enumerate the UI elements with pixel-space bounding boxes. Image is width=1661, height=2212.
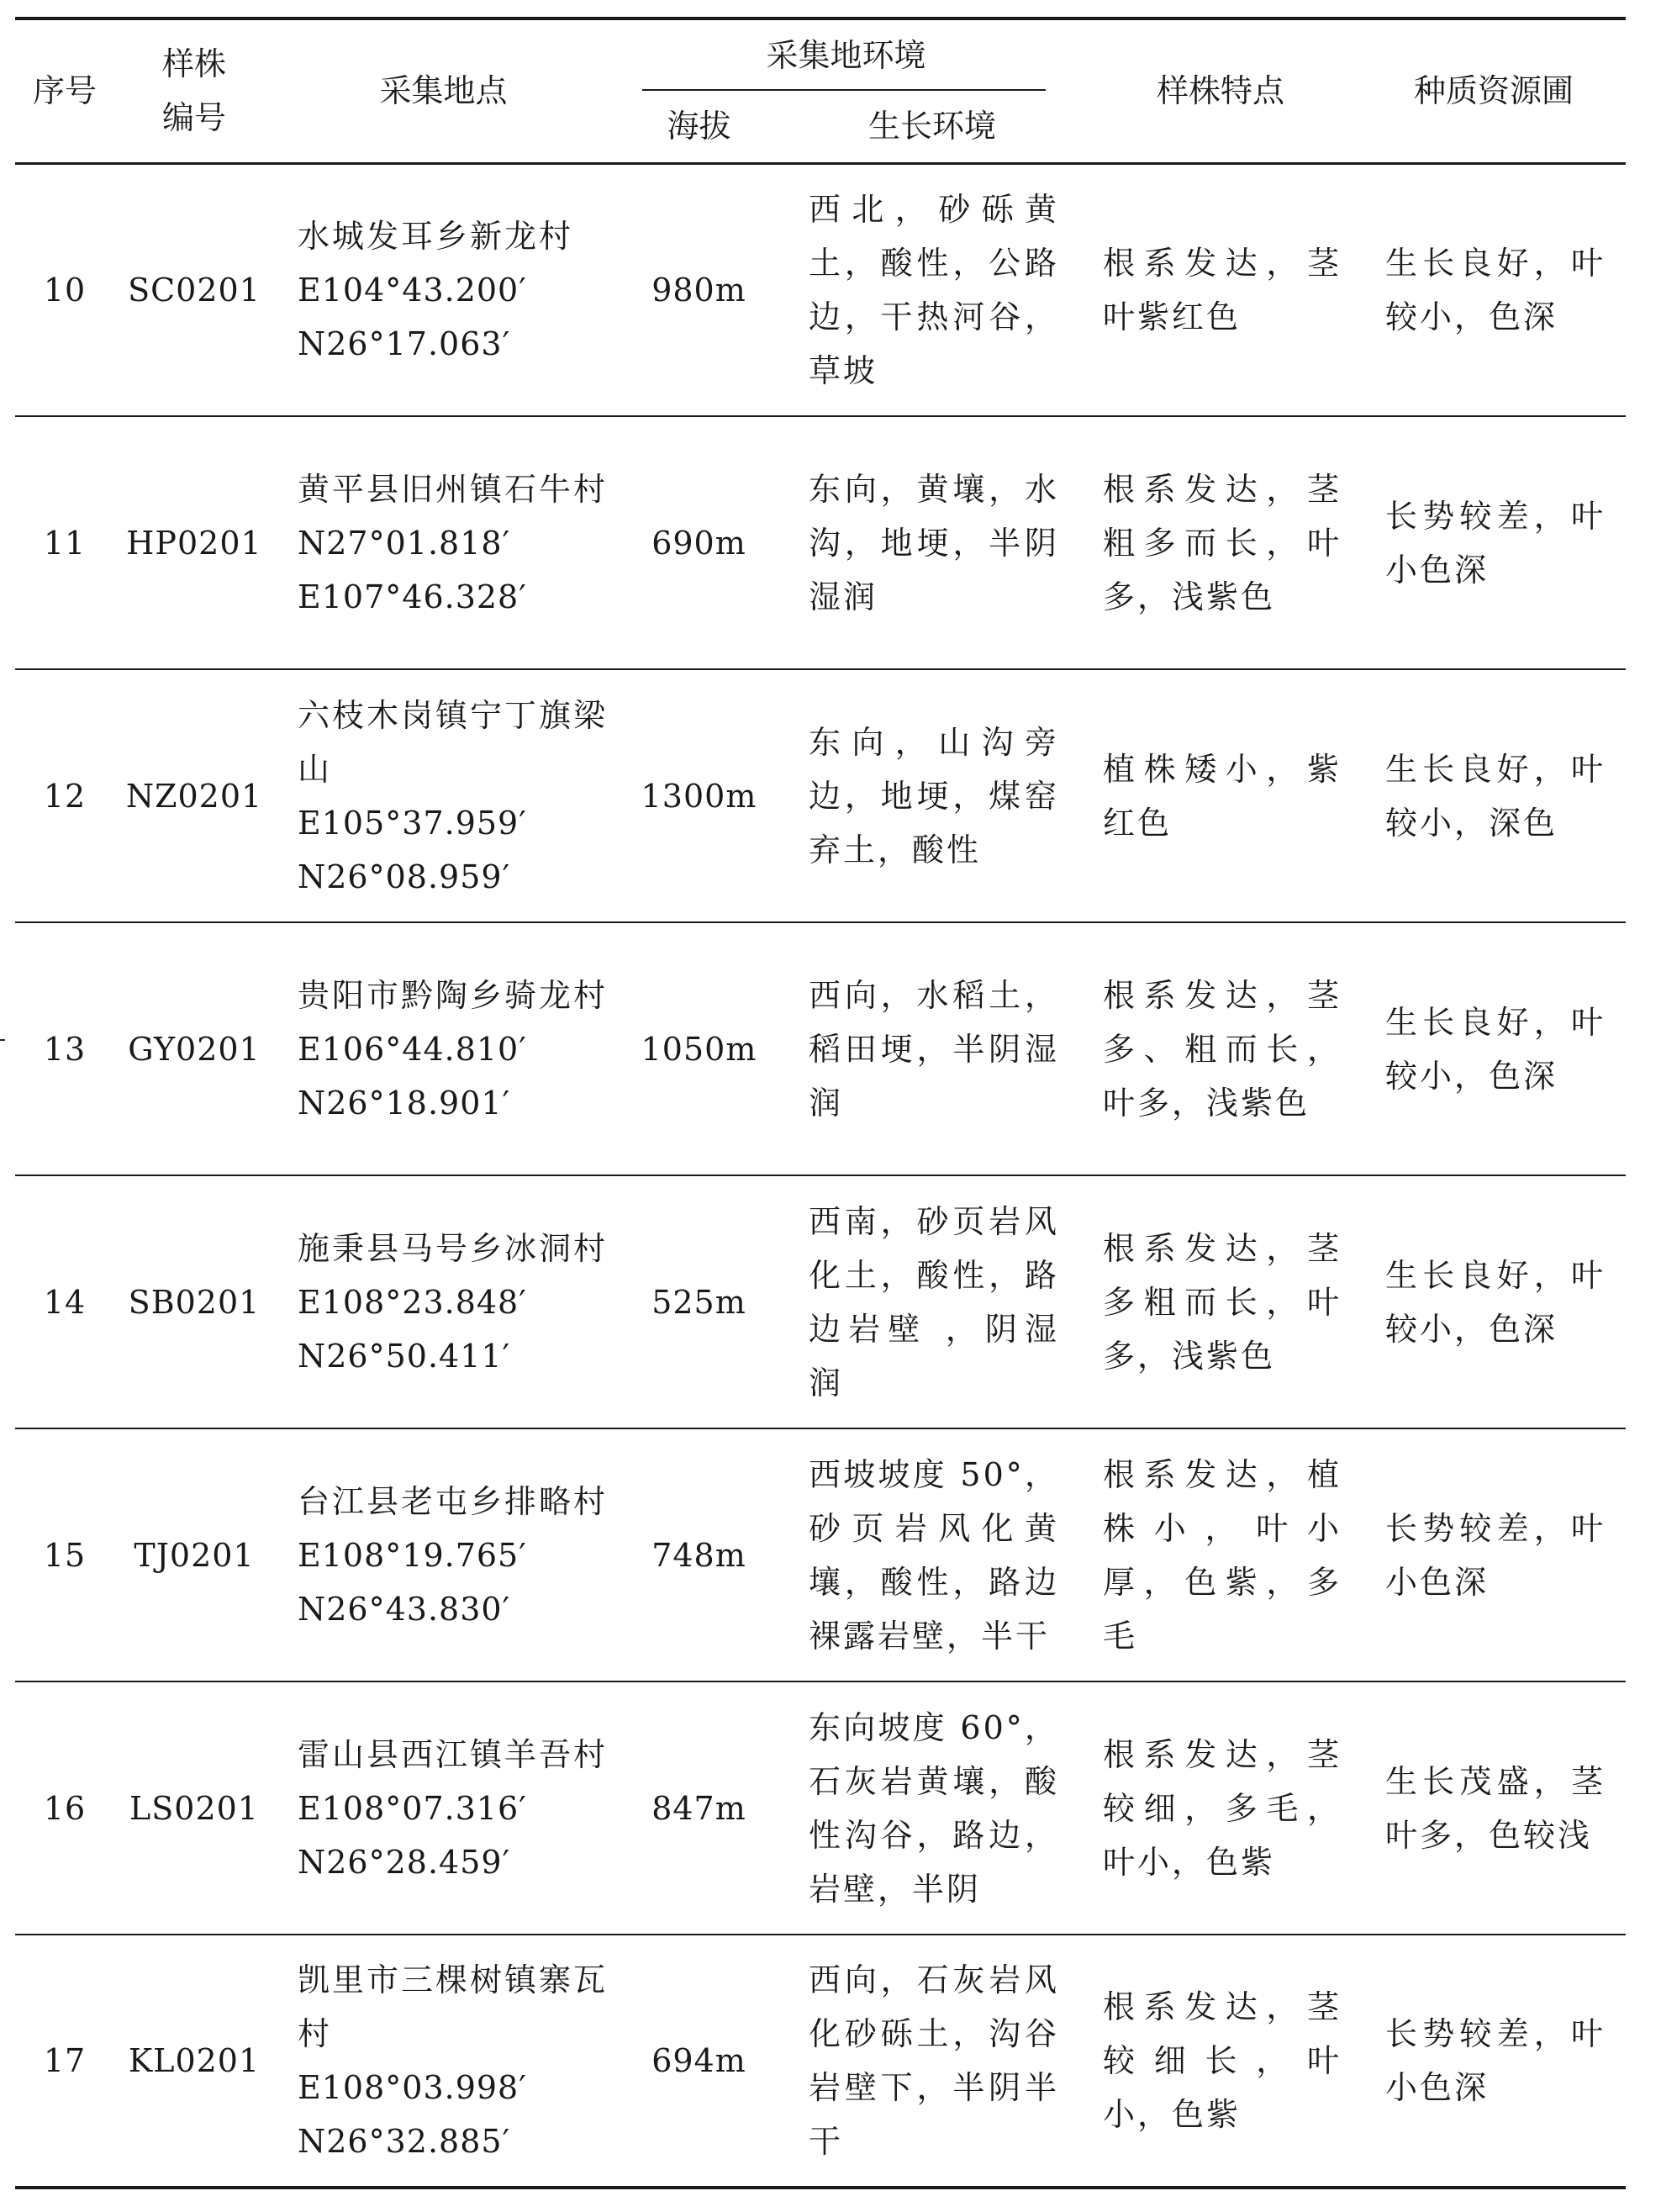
location-coordinate: E104°43.200′: [298, 271, 527, 309]
cell-altitude: 847m: [613, 1681, 785, 1935]
location-coordinate: E106°44.810′: [298, 1030, 527, 1068]
cell-altitude: 980m: [613, 163, 785, 416]
cell-nursery: 长势较差，叶小色深: [1362, 1428, 1626, 1681]
location-coordinate: N26°50.411′: [298, 1337, 511, 1375]
cell-traits: 根系发达，茎较细长，叶小，色紫: [1079, 1935, 1362, 2188]
cell-altitude: 525m: [613, 1175, 785, 1428]
location-name: 六枝木岗镇宁丁旗梁山: [298, 696, 609, 788]
cell-habitat: 西向，水稻土，稻田埂，半阴湿润: [785, 922, 1079, 1175]
cell-habitat: 西向，石灰岩风化砂砾土，沟谷岩壁下，半阴半干: [785, 1935, 1079, 2188]
cell-sample-id: SC0201: [114, 163, 274, 416]
cell-altitude: 694m: [613, 1935, 785, 2188]
cell-index: 13: [15, 922, 114, 1175]
header-habitat: 生长环境: [785, 91, 1079, 163]
cell-sample-id: NZ0201: [114, 669, 274, 922]
cell-altitude: 1050m: [613, 922, 785, 1175]
header-location: 采集地点: [274, 18, 613, 163]
specimen-table: [15, 17, 1626, 2189]
header-environment-rule: [642, 89, 1046, 91]
table-row: [15, 1681, 1626, 1935]
location-name: 施秉县马号乡冰洞村: [298, 1229, 609, 1267]
cell-sample-id: KL0201: [114, 1935, 274, 2188]
location-coordinate: E108°07.316′: [298, 1789, 527, 1827]
location-coordinate: N26°08.959′: [298, 858, 511, 895]
table-row: [15, 1935, 1626, 2188]
location-name: 黄平县旧州镇石牛村: [298, 470, 609, 508]
cell-traits: 根系发达，茎多粗而长，叶多，浅紫色: [1079, 1175, 1362, 1428]
cell-index: 10: [15, 163, 114, 416]
cell-nursery: 长势较差，叶小色深: [1362, 1935, 1626, 2188]
table-row: [15, 922, 1626, 1175]
location-name: 台江县老屯乡排略村: [298, 1482, 609, 1520]
cell-sample-id: HP0201: [114, 416, 274, 669]
margin-mark: [0, 1039, 5, 1041]
location-coordinate: N26°28.459′: [298, 1843, 511, 1881]
cell-index: 17: [15, 1935, 114, 2188]
cell-sample-id: TJ0201: [114, 1428, 274, 1681]
cell-habitat: 西坡坡度 50°，砂页岩风化黄壤，酸性，路边裸露岩壁，半干: [785, 1428, 1079, 1681]
cell-location: [274, 1935, 613, 2188]
cell-index: 16: [15, 1681, 114, 1935]
cell-index: 15: [15, 1428, 114, 1681]
cell-altitude: 1300m: [613, 669, 785, 922]
location-coordinate: E108°03.998′: [298, 2069, 527, 2106]
cell-nursery: 生长茂盛，茎叶多，色较浅: [1362, 1681, 1626, 1935]
cell-habitat: 东向坡度 60°，石灰岩黄壤，酸性沟谷，路边，岩壁，半阴: [785, 1681, 1079, 1935]
cell-traits: 植株矮小，紫红色: [1079, 669, 1362, 922]
location-coordinate: E107°46.328′: [298, 578, 527, 615]
cell-habitat: 东向，山沟旁边，地埂，煤窑弃土，酸性: [785, 669, 1079, 922]
cell-location: [274, 669, 613, 922]
cell-location: [274, 922, 613, 1175]
cell-altitude: 748m: [613, 1428, 785, 1681]
cell-location: [274, 163, 613, 416]
location-name: 水城发耳乡新龙村: [298, 217, 574, 255]
table-row: [15, 1428, 1626, 1681]
location-name: 雷山县西江镇羊吾村: [298, 1735, 609, 1773]
table-row: [15, 163, 1626, 416]
header-index: 序号: [15, 18, 114, 163]
cell-location: [274, 1428, 613, 1681]
header-traits: 样株特点: [1079, 18, 1362, 163]
cell-traits: 根系发达，茎较细，多毛，叶小，色紫: [1079, 1681, 1362, 1935]
cell-traits: 根系发达，茎粗多而长，叶多，浅紫色: [1079, 416, 1362, 669]
cell-sample-id: GY0201: [114, 922, 274, 1175]
location-coordinate: N26°18.901′: [298, 1084, 511, 1122]
header-environment-group: [613, 18, 1079, 91]
table-row: [15, 1175, 1626, 1428]
cell-habitat: 西南，砂页岩风化土，酸性，路边岩壁 ，阴湿润: [785, 1175, 1079, 1428]
cell-sample-id: LS0201: [114, 1681, 274, 1935]
cell-altitude: 690m: [613, 416, 785, 669]
location-name: 贵阳市黔陶乡骑龙村: [298, 976, 609, 1014]
header-environment-label: 采集地环境: [766, 37, 926, 74]
location-coordinate: N27°01.818′: [298, 524, 511, 562]
location-coordinate: N26°17.063′: [298, 325, 511, 362]
cell-traits: 根系发达，植株小，叶小厚，色紫，多毛: [1079, 1428, 1362, 1681]
header-sample-id: 样株 编号: [114, 18, 274, 163]
table-row: [15, 416, 1626, 669]
cell-index: 14: [15, 1175, 114, 1428]
location-coordinate: N26°32.885′: [298, 2123, 511, 2160]
cell-index: 12: [15, 669, 114, 922]
cell-nursery: 生长良好，叶较小，深色: [1362, 669, 1626, 922]
cell-nursery: 生长良好，叶较小，色深: [1362, 922, 1626, 1175]
location-name: 凯里市三棵树镇寨瓦村: [298, 1961, 609, 2052]
cell-nursery: 长势较差，叶小色深: [1362, 416, 1626, 669]
cell-index: 11: [15, 416, 114, 669]
cell-sample-id: SB0201: [114, 1175, 274, 1428]
table-row: [15, 669, 1626, 922]
location-coordinate: E108°19.765′: [298, 1536, 527, 1574]
cell-nursery: 生长良好，叶较小，色深: [1362, 1175, 1626, 1428]
cell-location: [274, 1175, 613, 1428]
cell-habitat: 东向，黄壤，水沟，地埂，半阴湿润: [785, 416, 1079, 669]
location-coordinate: E108°23.848′: [298, 1283, 527, 1321]
cell-location: [274, 1681, 613, 1935]
cell-habitat: 西北，砂砾黄土，酸性，公路边，干热河谷，草坡: [785, 163, 1079, 416]
header-nursery: 种质资源圃: [1362, 18, 1626, 163]
cell-traits: 根系发达，茎多、粗而长，叶多，浅紫色: [1079, 922, 1362, 1175]
location-coordinate: N26°43.830′: [298, 1590, 511, 1628]
cell-traits: 根系发达，茎叶紫红色: [1079, 163, 1362, 416]
cell-location: [274, 416, 613, 669]
header-altitude: 海拔: [613, 91, 785, 163]
location-coordinate: E105°37.959′: [298, 804, 527, 842]
cell-nursery: 生长良好，叶较小，色深: [1362, 163, 1626, 416]
